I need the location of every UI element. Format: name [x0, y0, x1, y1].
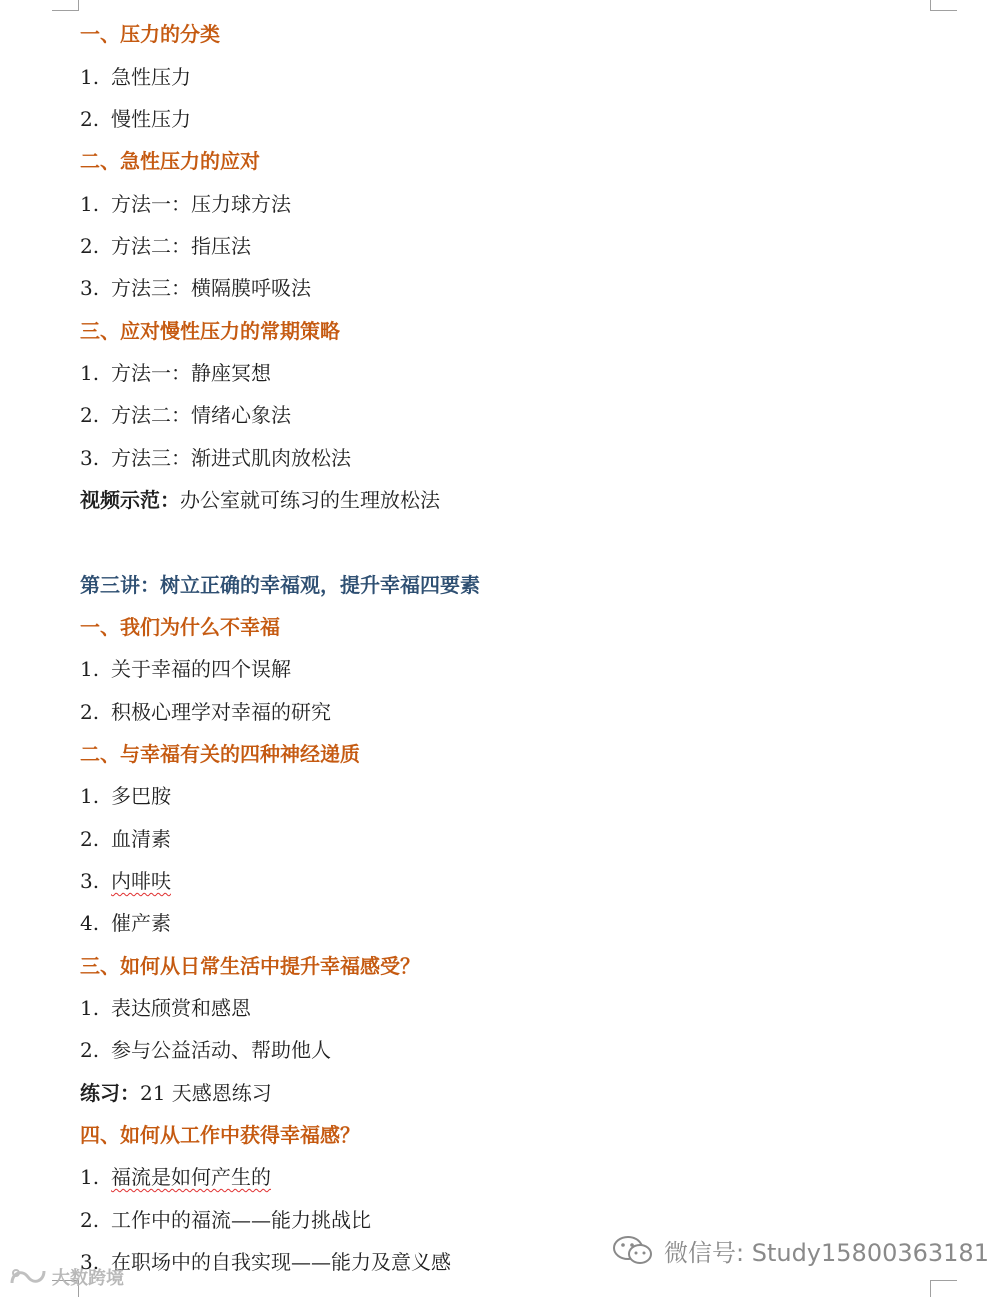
section-heading: 三、如何从日常生活中提升幸福感受？	[80, 954, 420, 978]
list-item: 3. 在职场中的自我实现——能力及意义感	[80, 1250, 451, 1274]
logo-icon	[8, 1265, 48, 1289]
list-item: 1. 方法一：静座冥想	[80, 361, 271, 385]
watermark	[612, 1232, 989, 1268]
list-item: 1. 多巴胺	[80, 784, 171, 808]
watermark-logo-text: 大数跨境	[52, 1268, 124, 1289]
list-item: 1. 福流是如何产生的	[80, 1165, 271, 1189]
list-item: 3. 方法三：渐进式肌肉放松法	[80, 446, 351, 470]
section-heading: 二、急性压力的应对	[80, 149, 260, 173]
labeled-line: 练习：21 天感恩练习	[80, 1081, 272, 1105]
list-item: 2. 参与公益活动、帮助他人	[80, 1038, 331, 1062]
list-item: 2. 工作中的福流——能力挑战比	[80, 1208, 371, 1232]
list-item: 2. 慢性压力	[80, 107, 191, 131]
list-item: 1. 表达颀赏和感恩	[80, 996, 251, 1020]
list-item: 2. 血清素	[80, 827, 171, 851]
watermark-text: 微信号: Study15800363181	[664, 1238, 989, 1267]
lecture-heading: 第三讲：树立正确的幸福观，提升幸福四要素	[80, 573, 480, 597]
section-heading: 一、我们为什么不幸福	[80, 615, 280, 639]
list-item: 3. 方法三：横隔膜呼吸法	[80, 276, 311, 300]
watermark-logo	[8, 1263, 124, 1291]
list-item: 1. 急性压力	[80, 65, 191, 89]
section-heading: 二、与幸福有关的四种神经递质	[80, 742, 360, 766]
section-heading: 一、压力的分类	[80, 22, 220, 46]
section-heading: 三、应对慢性压力的常期策略	[80, 319, 340, 343]
list-item: 2. 方法二：指压法	[80, 234, 251, 258]
page-corner-mark	[52, 0, 79, 11]
page-corner-mark	[930, 0, 957, 11]
list-item: 2. 积极心理学对幸福的研究	[80, 700, 331, 724]
list-item: 2. 方法二：情绪心象法	[80, 403, 291, 427]
page-corner-mark	[930, 1280, 957, 1297]
section-heading: 四、如何从工作中获得幸福感？	[80, 1123, 360, 1147]
list-item: 1. 方法一：压力球方法	[80, 192, 291, 216]
list-item: 4. 催产素	[80, 911, 171, 935]
labeled-line: 视频示范：办公室就可练习的生理放松法	[80, 488, 440, 512]
list-item: 1. 关于幸福的四个误解	[80, 657, 291, 681]
list-item: 3. 内啡呋	[80, 869, 171, 893]
wechat-icon	[612, 1235, 654, 1265]
